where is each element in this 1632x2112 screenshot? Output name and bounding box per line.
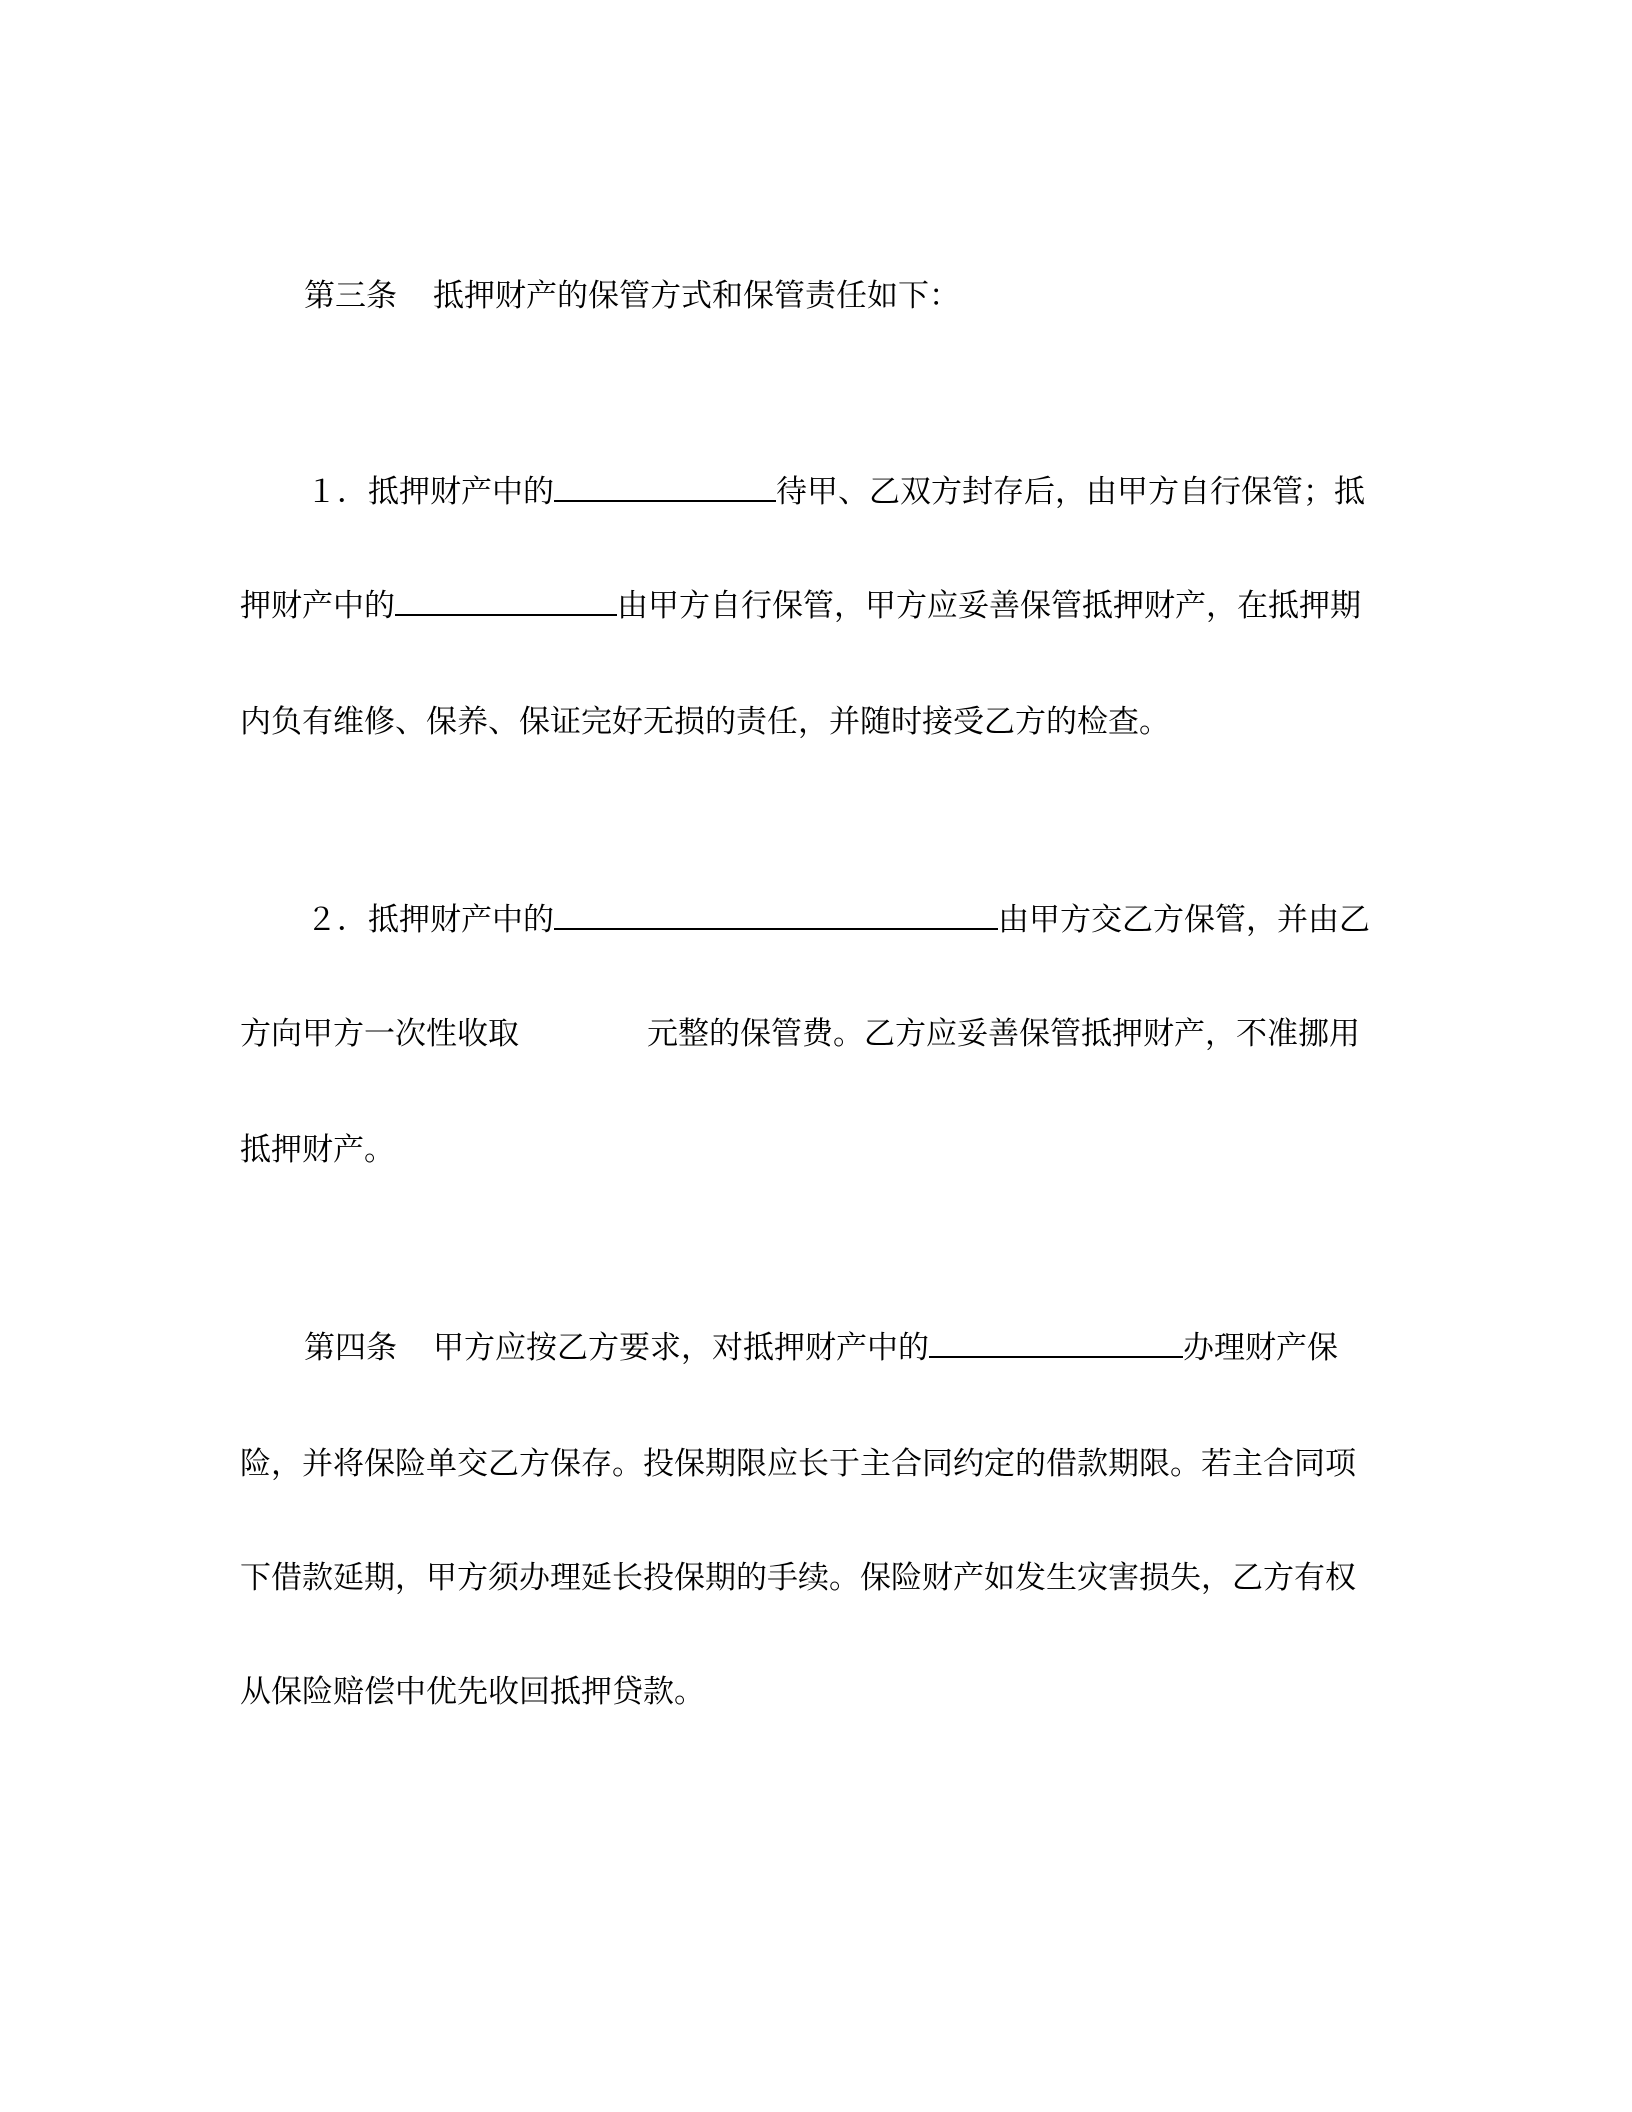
article4-line2: 险，并将保险单交乙方保存。投保期限应长于主合同约定的借款期限。若主合同项 [240,1446,1356,1482]
article4-heading: 第四条 [304,1330,397,1366]
article3-title: 抵押财产的保管方式和保管责任如下： [433,278,960,314]
fill-blank[interactable] [929,1326,1183,1358]
article3-item2-line3: 抵押财产。 [240,1132,395,1168]
article3-heading: 第三条 [304,278,397,314]
fill-blank[interactable] [395,584,617,616]
article3-item1-line3: 内负有维修、保养、保证完好无损的责任，并随时接受乙方的检查。 [240,704,1170,740]
article4-line4: 从保险赔偿中优先收回抵押贷款。 [240,1674,705,1710]
article3-item1-line2: 押财产中的 由甲方自行保管，甲方应妥善保管抵押财产，在抵押期 [240,584,1361,628]
article3-item1-line1: １．抵押财产中的 待甲、乙双方封存后，由甲方自行保管；抵 [306,470,1365,514]
fill-blank[interactable] [554,898,998,930]
article3-item2-line2: 方向甲方一次性收取 元整的保管费。乙方应妥善保管抵押财产，不准挪用 [240,1016,1360,1052]
fill-blank[interactable] [554,470,776,502]
article3-item2-line1: ２．抵押财产中的 由甲方交乙方保管，并由乙 [306,898,1370,942]
item2-number: ２． [306,902,368,938]
article4-line1: 第四条 甲方应按乙方要求，对抵押财产中的 办理财产保 [304,1326,1338,1370]
article4-line3: 下借款延期，甲方须办理延长投保期的手续。保险财产如发生灾害损失，乙方有权 [240,1560,1356,1596]
item1-number: １． [306,474,368,510]
article3-heading-line [304,274,960,318]
